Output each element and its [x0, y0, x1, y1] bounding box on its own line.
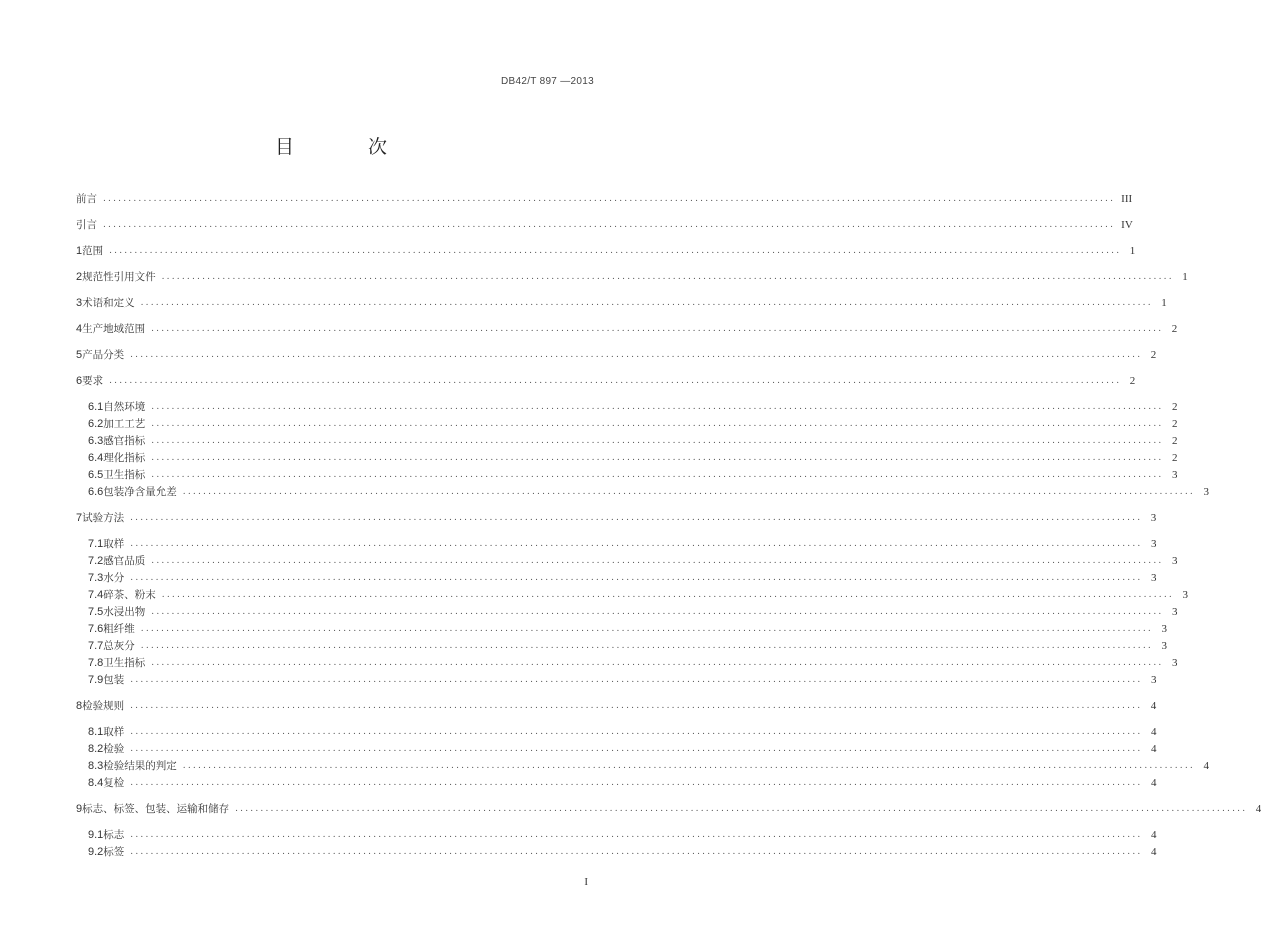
- toc-dot-leader: ........................................................................................................................................................................................................: [151, 323, 1164, 334]
- toc-entry: [76, 190, 1133, 207]
- toc-entry-page: 3: [1150, 571, 1157, 584]
- toc-entry-page: 3: [1203, 485, 1209, 498]
- toc-entry-number: 7: [76, 511, 83, 524]
- toc-dot-leader: ........................................................................................................................................................................................................: [151, 657, 1164, 668]
- toc-entry-label: 标志、标签、包装、运输和储存: [82, 803, 230, 815]
- toc-entry-label: 水浸出物: [103, 606, 146, 618]
- toc-entry: [88, 740, 1157, 757]
- toc-entry-number: 7.5: [88, 605, 104, 618]
- toc-entry-page: 3: [1171, 605, 1178, 618]
- toc-entry: [76, 509, 1157, 526]
- toc-entry-number: 7.1: [88, 537, 104, 550]
- toc-entry: [76, 800, 1261, 817]
- page-number: I: [584, 876, 588, 888]
- toc-entry: [88, 757, 1209, 774]
- toc-entry: [76, 268, 1188, 285]
- toc-entry-label: 生产地域范围: [82, 323, 146, 335]
- toc-dot-leader: ........................................................................................................................................................................................................: [130, 572, 1143, 583]
- toc-dot-leader: ........................................................................................................................................................................................................: [140, 297, 1153, 308]
- toc-entry-label: 检验规则: [82, 700, 125, 712]
- toc-entry-number: 7.6: [88, 622, 104, 635]
- toc-entry-number: 9.2: [88, 845, 104, 858]
- toc-dot-leader: ........................................................................................................................................................................................................: [130, 512, 1143, 523]
- toc-entry-number: 8.1: [88, 725, 104, 738]
- toc-entry: [88, 432, 1178, 449]
- toc-dot-leader: ........................................................................................................................................................................................................: [109, 375, 1122, 386]
- toc-entry: [88, 671, 1157, 688]
- toc-entry-number: 4: [76, 322, 83, 335]
- toc-entry-page: 3: [1161, 622, 1167, 635]
- toc-entry-number: 8.2: [88, 742, 104, 755]
- toc-dot-leader: ........................................................................................................................................................................................................: [130, 743, 1143, 754]
- toc-entry-label: 水分: [103, 572, 125, 584]
- toc-entry: [76, 346, 1157, 363]
- toc-entry-number: 7.7: [88, 639, 104, 652]
- toc-entry-label: 感官品质: [103, 555, 146, 567]
- toc-entry-label: 术语和定义: [82, 297, 135, 309]
- toc-entry-label: 包装净含量允差: [103, 486, 177, 498]
- toc-entry-label: 加工工艺: [103, 418, 146, 430]
- toc-entry-number: 9.1: [88, 828, 104, 841]
- toc-entry-label: 自然环境: [103, 401, 146, 413]
- toc-entry-label: 包装: [103, 674, 125, 686]
- toc-entry-label: 前言: [76, 193, 97, 205]
- toc-entry-number: 8: [76, 699, 83, 712]
- toc-entry-number: 7.2: [88, 554, 104, 567]
- toc-entry-number: 6: [76, 374, 83, 387]
- toc-entry-number: 6.6: [88, 485, 104, 498]
- toc-dot-leader: ........................................................................................................................................................................................................: [130, 829, 1143, 840]
- toc-entry-page: 3: [1171, 656, 1178, 669]
- toc-entry-page: III: [1121, 192, 1133, 205]
- toc-entry-label: 范围: [82, 245, 104, 257]
- toc-entry-number: 6.1: [88, 400, 104, 413]
- toc-entry-page: 4: [1150, 699, 1157, 712]
- toc-entry: [88, 398, 1178, 415]
- toc-entry-page: 3: [1150, 673, 1157, 686]
- toc-entry: [88, 603, 1178, 620]
- toc-entry-number: 1: [76, 244, 83, 257]
- toc-entry-label: 标签: [103, 846, 125, 858]
- toc-entry-label: 要求: [82, 375, 104, 387]
- toc-entry-label: 卫生指标: [103, 657, 146, 669]
- toc-entry-label: 引言: [76, 219, 97, 231]
- toc-entry-number: 6.5: [88, 468, 104, 481]
- toc-dot-leader: ........................................................................................................................................................................................................: [109, 245, 1122, 256]
- toc-entry-label: 理化指标: [103, 452, 146, 464]
- toc-dot-leader: ........................................................................................................................................................................................................: [151, 418, 1164, 429]
- toc-entry-page: 4: [1150, 725, 1157, 738]
- standard-code: DB42/T 897 —2013: [500, 76, 594, 87]
- toc-entry: [88, 483, 1209, 500]
- toc-entry-number: 6.3: [88, 434, 104, 447]
- toc-dot-leader: ........................................................................................................................................................................................................: [103, 193, 1116, 204]
- toc-dot-leader: ........................................................................................................................................................................................................: [151, 435, 1164, 446]
- toc-entry: [88, 843, 1157, 860]
- toc-entry-label: 感官指标: [103, 435, 146, 447]
- toc-entry-label: 检验结果的判定: [103, 760, 177, 772]
- toc-entry-label: 粗纤维: [103, 623, 135, 635]
- toc-entry-page: 2: [1171, 417, 1178, 430]
- toc-dot-leader: ........................................................................................................................................................................................................: [140, 640, 1153, 651]
- toc-dot-leader: ........................................................................................................................................................................................................: [103, 219, 1116, 230]
- toc-dot-leader: ........................................................................................................................................................................................................: [151, 555, 1164, 566]
- toc-entry-page: 1: [1182, 270, 1188, 283]
- toc-entry-page: 3: [1171, 554, 1178, 567]
- toc-entry: [76, 372, 1136, 389]
- toc-entry-number: 6.4: [88, 451, 104, 464]
- toc-entry-page: 2: [1150, 348, 1157, 361]
- toc-entry-page: 3: [1182, 588, 1188, 601]
- toc-dot-leader: ........................................................................................................................................................................................................: [151, 401, 1164, 412]
- toc-entry-number: 8.3: [88, 759, 104, 772]
- toc-entry-number: 8.4: [88, 776, 104, 789]
- toc-entry: [76, 216, 1133, 233]
- toc-dot-leader: ........................................................................................................................................................................................................: [161, 589, 1174, 600]
- toc-dot-leader: ........................................................................................................................................................................................................: [151, 469, 1164, 480]
- toc-entry: [88, 637, 1167, 654]
- toc-entry-number: 5: [76, 348, 83, 361]
- toc-entry-page: 3: [1161, 639, 1167, 652]
- toc-entry: [88, 774, 1157, 791]
- toc-entry: [76, 294, 1167, 311]
- toc-entry-page: 1: [1129, 244, 1136, 257]
- toc-dot-leader: ........................................................................................................................................................................................................: [235, 803, 1248, 814]
- toc-entry-page: 4: [1150, 776, 1157, 789]
- toc-entry-number: 7.4: [88, 588, 104, 601]
- page-title: 目 次: [274, 136, 422, 158]
- toc-entry: [88, 552, 1178, 569]
- toc-entry: [88, 415, 1178, 432]
- toc-entry-number: 7.9: [88, 673, 104, 686]
- toc-entry: [76, 242, 1136, 259]
- toc-entry-page: 2: [1171, 451, 1178, 464]
- toc-dot-leader: ........................................................................................................................................................................................................: [182, 760, 1195, 771]
- toc-entry-page: IV: [1121, 218, 1133, 231]
- toc-dot-leader: ........................................................................................................................................................................................................: [151, 452, 1164, 463]
- toc-entry: [88, 535, 1157, 552]
- toc-entry-page: 4: [1150, 845, 1157, 858]
- toc-entry-label: 规范性引用文件: [82, 271, 156, 283]
- toc-entry: [88, 826, 1157, 843]
- toc-entry-label: 碎茶、粉末: [103, 589, 156, 601]
- toc-entry-page: 4: [1255, 802, 1261, 815]
- toc-dot-leader: ........................................................................................................................................................................................................: [130, 726, 1143, 737]
- toc-entry-label: 卫生指标: [103, 469, 146, 481]
- toc-entry: [88, 449, 1178, 466]
- toc-entry-label: 试验方法: [82, 512, 125, 524]
- toc-entry-page: 2: [1171, 400, 1178, 413]
- toc-entry-number: 3: [76, 296, 83, 309]
- toc-entry: [88, 654, 1178, 671]
- toc-entry-page: 1: [1161, 296, 1167, 309]
- toc-entry-label: 总灰分: [103, 640, 135, 652]
- toc-entry-page: 2: [1171, 322, 1178, 335]
- toc-dot-leader: ........................................................................................................................................................................................................: [130, 846, 1143, 857]
- toc-entry: [88, 466, 1178, 483]
- toc-entry-label: 标志: [103, 829, 125, 841]
- toc-entry-number: 7.8: [88, 656, 104, 669]
- toc-entry-label: 产品分类: [82, 349, 125, 361]
- toc-entry-page: 4: [1203, 759, 1209, 772]
- toc-entry-page: 3: [1171, 468, 1178, 481]
- toc-entry: [88, 569, 1157, 586]
- toc-dot-leader: ........................................................................................................................................................................................................: [130, 538, 1143, 549]
- toc-entry-number: 9: [76, 802, 83, 815]
- toc-entry-page: 4: [1150, 828, 1157, 841]
- toc-entry-number: 6.2: [88, 417, 104, 430]
- toc-entry-page: 3: [1150, 511, 1157, 524]
- toc-entry-label: 检验: [103, 743, 125, 755]
- toc-entry-page: 3: [1150, 537, 1157, 550]
- toc-dot-leader: ........................................................................................................................................................................................................: [130, 349, 1143, 360]
- toc-dot-leader: ........................................................................................................................................................................................................: [130, 700, 1143, 711]
- toc-entry-label: 取样: [103, 726, 125, 738]
- toc-entry: [88, 586, 1188, 603]
- toc-entry-number: 2: [76, 270, 83, 283]
- toc-dot-leader: ........................................................................................................................................................................................................: [151, 606, 1164, 617]
- toc-dot-leader: ........................................................................................................................................................................................................: [140, 623, 1153, 634]
- toc-dot-leader: ........................................................................................................................................................................................................: [161, 271, 1174, 282]
- toc-entry-page: 2: [1171, 434, 1178, 447]
- toc-dot-leader: ........................................................................................................................................................................................................: [182, 486, 1195, 497]
- toc-entry-page: 4: [1150, 742, 1157, 755]
- toc-entry-label: 复检: [103, 777, 125, 789]
- toc-entry: [88, 723, 1157, 740]
- toc-entry: [76, 320, 1178, 337]
- toc-dot-leader: ........................................................................................................................................................................................................: [130, 674, 1143, 685]
- toc-entry-number: 7.3: [88, 571, 104, 584]
- toc-dot-leader: ........................................................................................................................................................................................................: [130, 777, 1143, 788]
- toc-entry-label: 取样: [103, 538, 125, 550]
- toc-entry-page: 2: [1129, 374, 1136, 387]
- toc-entry: [88, 620, 1167, 637]
- toc-entry: [76, 697, 1157, 714]
